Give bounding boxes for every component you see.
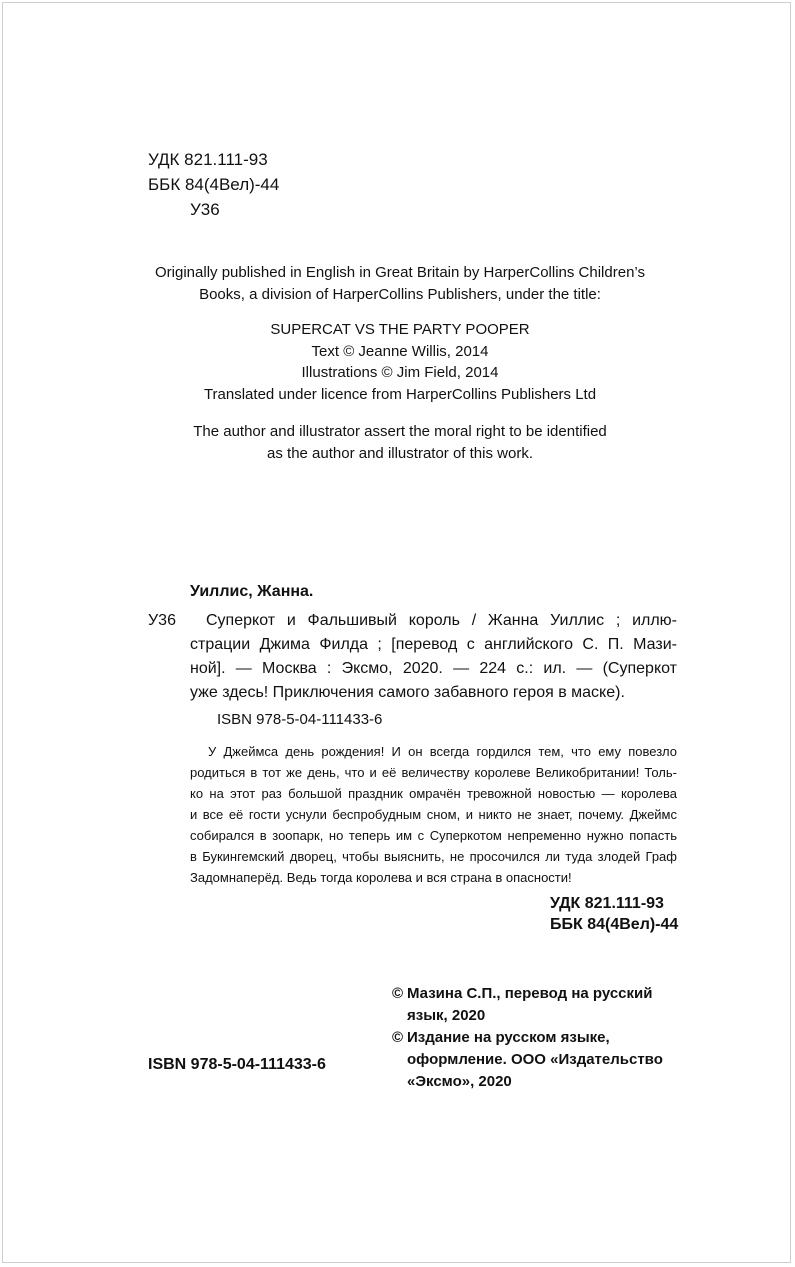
author-sign-code: У36 [190, 200, 220, 219]
copyright-symbol: © [392, 1029, 404, 1046]
annotation-line: собирался в зоопарк, но теперь им с Суперкотом непременно нужно попасть [190, 828, 677, 843]
illustrations-copyright: Illustrations © Jim Field, 2014 [301, 364, 499, 381]
notice-line: as the author and illustrator of this work. [267, 444, 533, 462]
annotation [190, 741, 677, 888]
notice-line: The author and illustrator assert the moral right to be identified [193, 423, 607, 440]
catalog-code: У36 [148, 612, 176, 629]
annotation-line: в Букингемский дворец, чтобы выяснить, не просочился ли туда злодей Граф [190, 849, 677, 864]
annotation-line: родиться в тот же день, что и её величеству королеве Великобритании! Толь- [190, 765, 677, 780]
description-line: страции Джима Филда ; [перевод с английского С. П. Мази- [190, 636, 677, 653]
description-line: уже здесь! Приключения самого забавного героя в маске). [190, 684, 625, 701]
original-title: SUPERCAT VS THE PARTY POOPER [270, 321, 530, 338]
footer-bbk-code: ББК 84(4Вел)-44 [550, 916, 679, 933]
catalog-isbn: ISBN 978-5-04-111433-6 [217, 711, 383, 728]
copyright-line: Мазина С.П., перевод на русский [407, 985, 653, 1002]
annotation-line: ко на этот раз большой праздник омрачён тревожной новостью — королева [190, 786, 677, 801]
notice-line: Books, a division of HarperCollins Publishers, under the title: [199, 285, 601, 303]
copyright-line: Издание на русском языке, [407, 1029, 610, 1046]
translation-copyright [392, 983, 692, 1027]
edition-copyright [392, 1027, 692, 1093]
credits-block [120, 319, 680, 405]
notice-line: Originally published in English in Great Britain by HarperCollins Children’s [155, 264, 645, 281]
annotation-line: Задомнаперёд. Ведь тогда королева и вся страна в опасности! [190, 870, 572, 885]
description-line: Суперкот и Фальшивый король / Жанна Уиллис ; иллю- [206, 612, 677, 629]
description-line: ной]. — Москва : Эксмо, 2020. — 224 с.: ил. — (Суперкот [190, 660, 677, 677]
bbk-code: ББК 84(4Вел)-44 [148, 175, 280, 194]
moral-rights-notice [120, 421, 680, 464]
copyright-block [392, 983, 692, 1093]
catalog-description [190, 609, 677, 705]
copyright-line: «Эксмо», 2020 [407, 1073, 512, 1090]
copyright-line: оформление. ООО «Издательство [407, 1051, 663, 1068]
original-publication-notice [120, 262, 680, 305]
licence-notice: Translated under licence from HarperCollins Publishers Ltd [203, 385, 597, 403]
catalog-author: Уиллис, Жанна. [190, 583, 314, 600]
annotation-line: и все её гости уснули беспробудным сном, и никто не знает, почему. Джеймс [190, 807, 677, 822]
bottom-isbn: ISBN 978-5-04-111433-6 [148, 1056, 326, 1073]
copyright-line: язык, 2020 [407, 1007, 486, 1024]
annotation-line: У Джеймса день рождения! И он всегда гордился тем, что ему повезло [208, 744, 677, 759]
udk-code: УДК 821.111-93 [148, 150, 268, 169]
text-copyright: Text © Jeanne Willis, 2014 [311, 342, 489, 360]
footer-udk-code: УДК 821.111-93 [550, 895, 664, 912]
copyright-symbol: © [392, 985, 404, 1002]
